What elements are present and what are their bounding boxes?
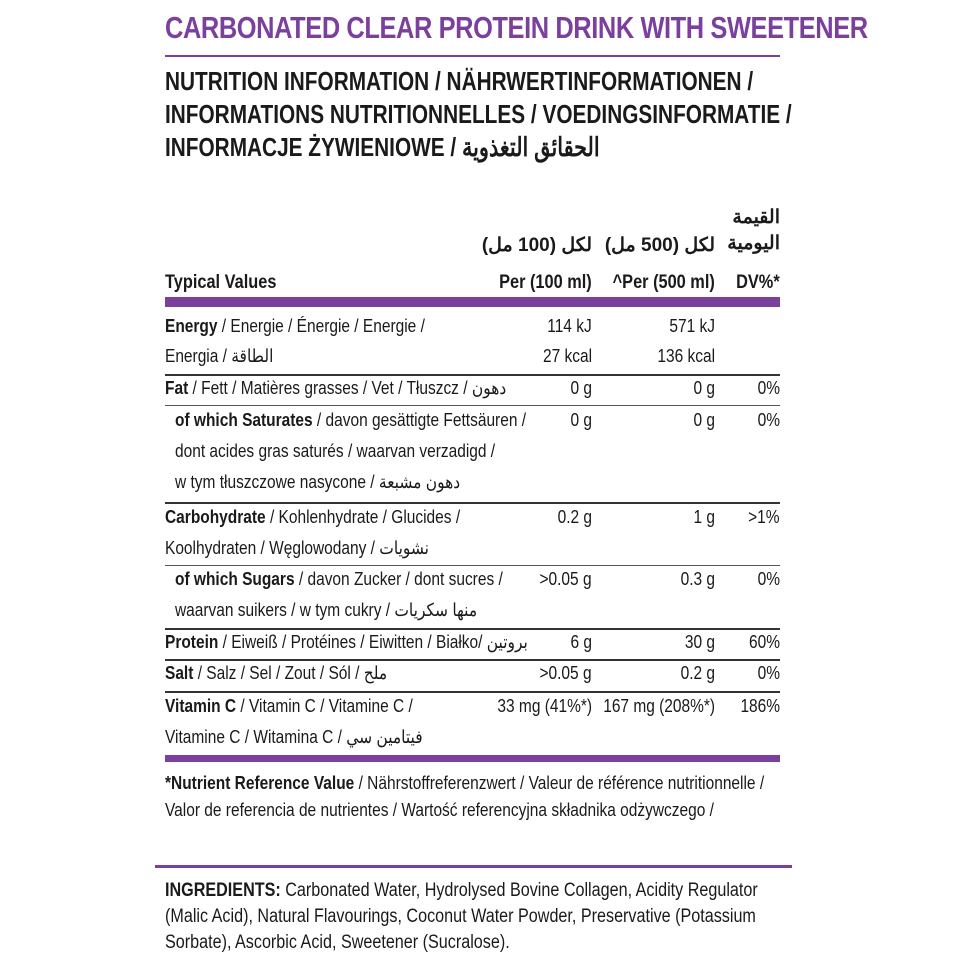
salt-label: Salt / Salz / Sel / Zout / Sól / ملح — [165, 663, 388, 683]
fat-per500: 0 g — [693, 378, 715, 398]
title-divider — [165, 55, 780, 57]
table-header-divider — [165, 297, 780, 307]
carbohydrate-per500: 1 g — [693, 507, 715, 527]
dv-arabic-header-2: اليومية — [727, 233, 780, 254]
energy-per100-kcal: 27 kcal — [542, 346, 592, 366]
saturates-label-1: of which Saturates / davon gesättigte Fettsäuren / — [175, 410, 527, 430]
row-divider — [165, 502, 780, 504]
energy-per100-kj: 114 kJ — [547, 316, 592, 336]
vitamin-c-label-2: Vitamine C / Witamina C / فيتامين سي — [165, 727, 423, 747]
saturates-dv: 0% — [757, 410, 780, 430]
dv-header: DV%* — [736, 272, 780, 293]
ingredients-text: INGREDIENTS: Carbonated Water, Hydrolysed Bovine Collagen, Acidity Regulator (Malic Acid), Natural Flavourings, Coconut Water Powder, Preservative (Potassium Sorbate), Ascorbic Acid, Sweetener (Sucralose). — [165, 880, 758, 953]
saturates-per100: 0 g — [570, 410, 592, 430]
ingredients-label: INGREDIENTS: — [165, 880, 281, 901]
heading-line-3-arabic: الحقائق التغذوية — [461, 132, 600, 162]
energy-per500-kcal: 136 kcal — [657, 346, 715, 366]
sugars-label-2: waarvan suikers / w tym cukry / منها سكريات — [175, 600, 478, 620]
per500-header: ^Per (500 ml) — [612, 272, 715, 293]
energy-label-2: Energia / الطاقة — [165, 346, 274, 366]
carbohydrate-per100: 0.2 g — [557, 507, 592, 527]
protein-per500: 30 g — [684, 632, 715, 652]
ingredients-divider — [155, 865, 792, 868]
salt-dv: 0% — [757, 663, 780, 683]
heading-line-3-latin: INFORMACJE ŻYWIENIOWE / — [165, 132, 457, 162]
typical-values-header: Typical Values — [165, 272, 277, 293]
salt-per500: 0.2 g — [680, 663, 715, 683]
fat-per100: 0 g — [570, 378, 592, 398]
energy-per500-kj: 571 kJ — [669, 316, 715, 336]
fat-dv: 0% — [757, 378, 780, 398]
nrv-footnote: *Nutrient Reference Value / Nährstoffreferenzwert / Valeur de référence nutritionnelle / Valor de referencia de nutrientes / Wartość referencyjna składnika odżywczego / — [165, 773, 765, 820]
table-bottom-divider — [165, 755, 780, 762]
protein-dv: 60% — [749, 632, 780, 652]
vitamin-c-per100: 33 mg (41%*) — [497, 696, 592, 716]
row-divider — [165, 659, 780, 661]
heading-line-1: NUTRITION INFORMATION / NÄHRWERTINFORMATIONEN / — [165, 66, 754, 96]
carbohydrate-dv: >1% — [748, 507, 780, 527]
row-divider — [165, 565, 780, 566]
sugars-per500: 0.3 g — [680, 569, 715, 589]
row-divider — [165, 405, 780, 406]
row-divider — [165, 628, 780, 630]
per500-arabic-header: لكل (500 مل) — [604, 235, 715, 256]
per100-header: Per (100 ml) — [499, 272, 592, 293]
vitamin-c-label-1: Vitamin C / Vitamin C / Vitamine C / — [165, 696, 413, 716]
heading-line-2: INFORMATIONS NUTRITIONNELLES / VOEDINGSINFORMATIE / — [165, 99, 792, 129]
row-divider — [165, 374, 780, 376]
per100-arabic-header: لكل (100 مل) — [481, 235, 592, 256]
saturates-per500: 0 g — [693, 410, 715, 430]
heading-line-3 — [165, 132, 600, 163]
protein-label: Protein / Eiweiß / Protéines / Eiwitten / Białko/ بروتين — [165, 632, 528, 652]
dv-arabic-header-1: القيمة — [732, 207, 780, 228]
product-title: CARBONATED CLEAR PROTEIN DRINK WITH SWEETENER — [165, 10, 868, 45]
sugars-label-1: of which Sugars / davon Zucker / dont sucres / — [175, 569, 503, 589]
carbohydrate-label-1: Carbohydrate / Kohlenhydrate / Glucides / — [165, 507, 461, 527]
energy-label-1: Energy / Energie / Énergie / Energie / — [165, 316, 425, 336]
vitamin-c-dv: 186% — [740, 696, 780, 716]
row-divider — [165, 691, 780, 693]
fat-label: Fat / Fett / Matières grasses / Vet / Tłuszcz / دهون — [165, 378, 507, 398]
salt-per100: >0.05 g — [539, 663, 592, 683]
vitamin-c-per500: 167 mg (208%*) — [603, 696, 715, 716]
saturates-label-3: w tym tłuszczowe nasycone / دهون مشبعة — [175, 472, 461, 492]
saturates-label-2: dont acides gras saturés / waarvan verzadigd / — [175, 441, 496, 461]
carbohydrate-label-2: Koolhydraten / Węglowodany / نشويات — [165, 538, 429, 558]
sugars-dv: 0% — [757, 569, 780, 589]
sugars-per100: >0.05 g — [539, 569, 592, 589]
protein-per100: 6 g — [570, 632, 592, 652]
